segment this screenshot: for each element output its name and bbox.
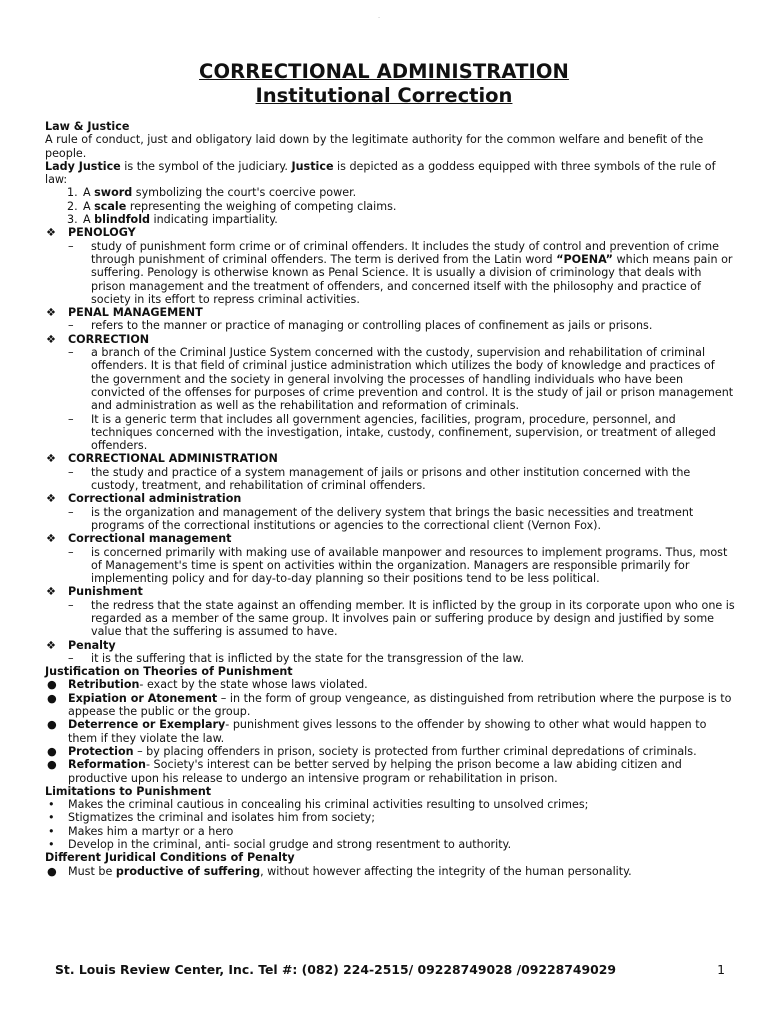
dash-bullet-icon: – bbox=[68, 412, 74, 426]
law-justice-definition: A rule of conduct, just and obligatory laid down by the legitimate authority for the common welfare and benefit of the people. bbox=[45, 133, 704, 160]
limitation-item bbox=[45, 838, 735, 851]
theory-term: Expiation or Atonement bbox=[68, 691, 218, 705]
definition-text: refers to the manner or practice of managing or controlling places of confinement as jails or prisons. bbox=[91, 319, 653, 333]
juridical-rest: , without however affecting the integrity of the human personality. bbox=[260, 864, 632, 878]
section-heading-text: PENAL MANAGEMENT bbox=[68, 306, 203, 320]
symbol-term: sword bbox=[94, 186, 133, 200]
diamond-bullet-icon: ❖ bbox=[46, 306, 56, 320]
section-heading-text: CORRECTION bbox=[68, 332, 150, 346]
justification-heading: Justification on Theories of Punishment bbox=[45, 665, 293, 679]
diamond-bullet-icon: ❖ bbox=[46, 492, 56, 506]
theory-desc: - exact by the state whose laws violated. bbox=[139, 678, 368, 692]
section-heading bbox=[45, 306, 735, 319]
theory-desc: – by placing offenders in prison, society is protected from further criminal depredations of criminals. bbox=[133, 744, 697, 758]
theory-term: Deterrence or Exemplary bbox=[68, 718, 226, 732]
symbol-item bbox=[45, 186, 735, 199]
section-heading bbox=[45, 333, 735, 346]
section-definition bbox=[45, 346, 735, 412]
limitations-heading: Limitations to Punishment bbox=[45, 784, 212, 798]
dash-bullet-icon: – bbox=[68, 545, 74, 559]
penology-text: study of punishment form crime or of criminal offenders. It includes the study of control and prevention of crime through punishment of criminal offenders. The term is derived from the Latin word bbox=[91, 239, 719, 266]
dash-bullet-icon: – bbox=[68, 505, 74, 519]
limitation-text: Makes him a martyr or a hero bbox=[68, 824, 234, 838]
theory-term: Reformation bbox=[68, 758, 146, 772]
definition-text: is concerned primarily with making use of available manpower and resources to implement programs. Thus, most of Management's time is spent on activities within the organization. Managers are responsible primarily for implementing policy and for day-to-day planning so their positions tend to be less political. bbox=[91, 545, 728, 586]
dash-bullet-icon: – bbox=[68, 651, 74, 665]
symbol-desc: indicating impartiality. bbox=[149, 213, 278, 227]
diamond-bullet-icon: ❖ bbox=[46, 332, 56, 346]
law-justice-heading: Law & Justice bbox=[45, 120, 130, 133]
theory-desc: – in the form of group vengeance, as distinguished from retribution where the purpose is to appease the public or the group. bbox=[68, 691, 732, 719]
document-body bbox=[45, 120, 735, 878]
juridical-pre: Must be bbox=[68, 864, 116, 878]
symbol-pre: A bbox=[83, 186, 95, 200]
definition-text: the study and practice of a system management of jails or prisons and other institution concerned with the custody, treatment, and rehabilitation of criminal offenders. bbox=[91, 465, 691, 493]
poena-term: “POENA” bbox=[556, 252, 613, 266]
section-definition bbox=[45, 652, 735, 665]
penology-definition bbox=[45, 240, 735, 306]
section-heading-text: PENOLOGY bbox=[68, 226, 136, 240]
list-number: 1. bbox=[67, 186, 78, 200]
footer-contact: St. Louis Review Center, Inc. Tel #: (082) 224-2515/ 09228749028 /09228749029 bbox=[55, 962, 616, 977]
theory-term: Retribution bbox=[68, 678, 140, 692]
theory-term: Protection bbox=[68, 744, 134, 758]
symbol-desc: representing the weighing of competing claims. bbox=[126, 199, 397, 213]
document-subtitle: Institutional Correction bbox=[255, 84, 513, 107]
bullet-dot-icon: • bbox=[48, 811, 55, 825]
section-definition bbox=[45, 599, 735, 639]
theory-item bbox=[45, 745, 735, 758]
top-mark: - bbox=[378, 14, 381, 21]
section-heading bbox=[45, 585, 735, 598]
limitation-text: Stigmatizes the criminal and isolates him from society; bbox=[68, 811, 376, 825]
definition-text: the redress that the state against an offending member. It is inflicted by the group in its corporate upon who one is regarded as a member of the same group. It involves pain or suffering produce by design and justified by some value that the suffering is assumed to have. bbox=[91, 598, 735, 639]
limitation-item bbox=[45, 811, 735, 824]
diamond-bullet-icon: ❖ bbox=[46, 226, 56, 240]
lady-justice-paragraph bbox=[45, 160, 735, 187]
penology-rest: which means pain or suffering. Penology is otherwise known as Penal Science. It is usually a division of criminology that deals with prison management and the treatment of offenders, and concerned itself with the philosophy and practice of society in its effort to repress criminal activities. bbox=[91, 252, 733, 306]
page-number: 1 bbox=[717, 962, 725, 977]
diamond-bullet-icon: ❖ bbox=[46, 452, 56, 466]
symbol-pre: A bbox=[83, 213, 95, 227]
symbols-list bbox=[45, 186, 735, 226]
theories-list bbox=[45, 678, 735, 784]
justice-term: Justice bbox=[291, 159, 334, 173]
limitation-text: Develop in the criminal, anti- social grudge and strong resentment to authority. bbox=[68, 838, 512, 852]
symbol-term: scale bbox=[94, 199, 127, 213]
dash-bullet-icon: – bbox=[68, 239, 74, 253]
lady-justice-text: is the symbol of the judiciary. bbox=[120, 159, 292, 173]
list-number: 2. bbox=[67, 199, 78, 213]
bullet-dot-icon: • bbox=[48, 798, 55, 812]
theory-item bbox=[45, 692, 735, 719]
section-heading bbox=[45, 639, 735, 652]
limitation-text: Makes the criminal cautious in concealing his criminal activities resulting to unsolved crimes; bbox=[68, 798, 589, 812]
juridical-list bbox=[45, 865, 735, 878]
lady-justice-rest: is depicted as a goddess equipped with three symbols of the rule of law: bbox=[45, 159, 716, 187]
theory-item bbox=[45, 758, 735, 785]
definition-text: it is the suffering that is inflicted by the state for the transgression of the law. bbox=[91, 651, 525, 665]
diamond-bullet-icon: ❖ bbox=[46, 638, 56, 652]
limitation-item bbox=[45, 798, 735, 811]
dash-bullet-icon: – bbox=[68, 465, 74, 479]
bullet-dot-icon: ● bbox=[47, 758, 57, 772]
definition-text: is the organization and management of the delivery system that brings the basic necessities and treatment programs of the correctional institutions or agencies to the correctional client (Vernon Fox). bbox=[91, 505, 694, 532]
lady-justice-term: Lady Justice bbox=[45, 159, 121, 173]
symbol-pre: A bbox=[83, 199, 95, 213]
symbol-term: blindfold bbox=[94, 213, 150, 227]
section-heading-text: Correctional management bbox=[68, 532, 232, 546]
section-definition bbox=[45, 466, 735, 493]
bullet-dot-icon: ● bbox=[47, 864, 57, 878]
bullet-dot-icon: • bbox=[48, 838, 55, 852]
definition-text: a branch of the Criminal Justice System concerned with the custody, supervision and rehabilitation of criminal offenders. It is that field of criminal justice administration which utilizes the body of knowledge and practices of the government and the society in general involving the processes of handling individuals who have been convicted of the offenses for purposes of crime prevention and control. It is the study of jail or prison management and administration as well as the rehabilitation and reformation of criminals. bbox=[91, 346, 734, 413]
bullet-dot-icon: ● bbox=[47, 718, 57, 732]
section-heading bbox=[45, 452, 735, 465]
dash-bullet-icon: – bbox=[68, 346, 74, 360]
theory-desc: - punishment gives lessons to the offender by showing to other what would happen to them if they violate the law. bbox=[68, 718, 707, 745]
section-heading-penology bbox=[45, 226, 735, 239]
dash-bullet-icon: – bbox=[68, 598, 74, 612]
bullet-dot-icon: ● bbox=[47, 678, 57, 692]
symbol-item bbox=[45, 213, 735, 226]
theory-item bbox=[45, 678, 735, 691]
symbol-item bbox=[45, 200, 735, 213]
limitation-item bbox=[45, 825, 735, 838]
document-title: CORRECTIONAL ADMINISTRATION bbox=[199, 60, 569, 83]
section-heading-text: CORRECTIONAL ADMINISTRATION bbox=[68, 452, 278, 466]
section-definition bbox=[45, 546, 735, 586]
bullet-dot-icon: ● bbox=[47, 744, 57, 758]
dash-bullet-icon: – bbox=[68, 319, 74, 333]
bullet-dot-icon: ● bbox=[47, 691, 57, 705]
bullet-dot-icon: • bbox=[48, 824, 55, 838]
juridical-term: productive of suffering bbox=[115, 864, 261, 878]
theory-desc: - Society's interest can be better served by helping the prison become a law abiding citizen and productive upon his release to undergo an intensive program or rehabilitation in prison. bbox=[68, 758, 682, 785]
section-definition bbox=[45, 413, 735, 453]
section-heading bbox=[45, 492, 735, 505]
section-heading-text: Punishment bbox=[68, 585, 143, 599]
diamond-bullet-icon: ❖ bbox=[46, 585, 56, 599]
section-definition bbox=[45, 506, 735, 533]
theory-item bbox=[45, 718, 735, 745]
symbol-desc: symbolizing the court's coercive power. bbox=[132, 186, 357, 200]
section-heading-text: Correctional administration bbox=[68, 492, 242, 506]
juridical-item bbox=[45, 865, 735, 878]
diamond-bullet-icon: ❖ bbox=[46, 532, 56, 546]
definition-text: It is a generic term that includes all government agencies, facilities, program, procedure, personnel, and techniques concerned with the investigation, intake, custody, confinement, supervision, or treatment of alleged offenders. bbox=[91, 412, 716, 453]
page-footer bbox=[55, 962, 725, 977]
list-number: 3. bbox=[67, 213, 78, 227]
limitations-list bbox=[45, 798, 735, 851]
section-heading bbox=[45, 532, 735, 545]
definition-sections bbox=[45, 306, 735, 665]
section-definition bbox=[45, 319, 735, 332]
section-heading-text: Penalty bbox=[68, 638, 116, 652]
juridical-heading: Different Juridical Conditions of Penalty bbox=[45, 851, 295, 865]
